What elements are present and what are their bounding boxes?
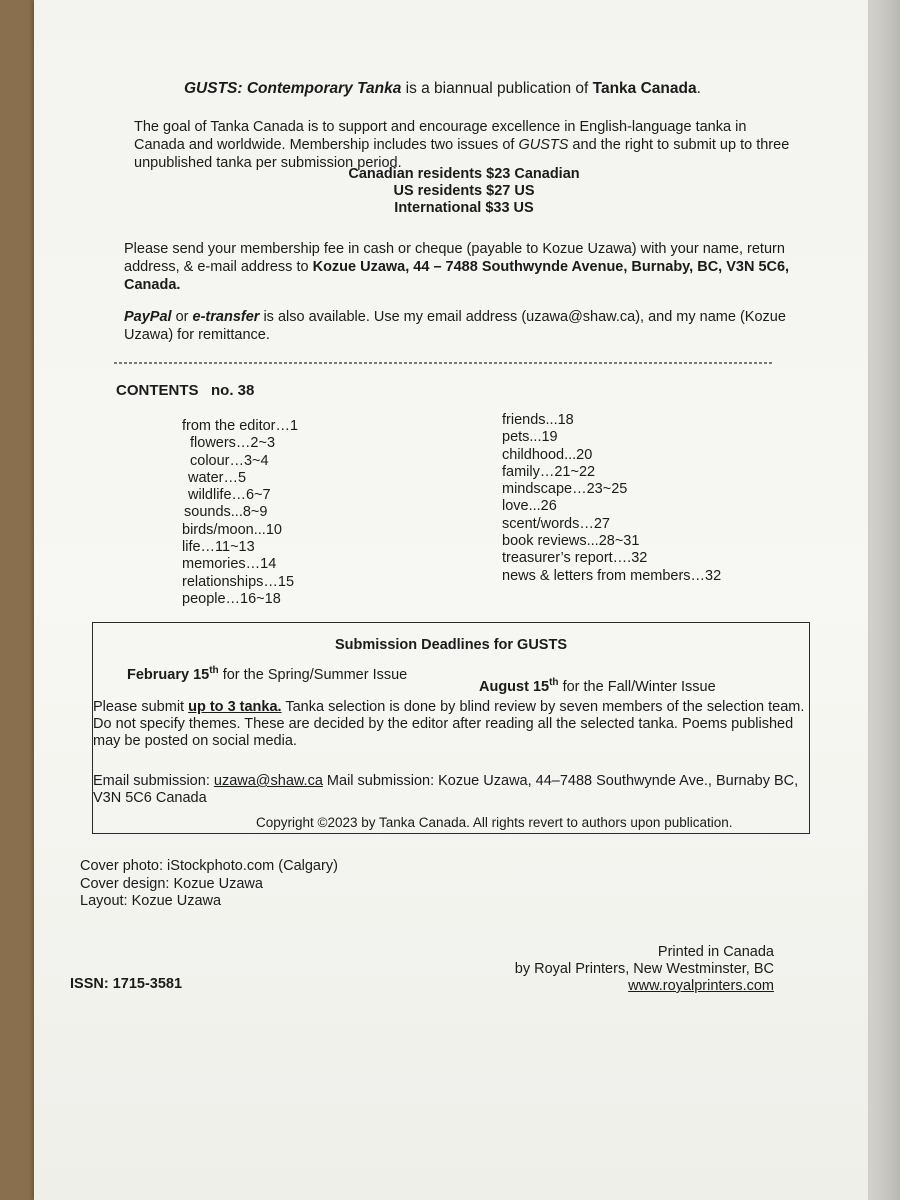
cover-photo-credit: Cover photo: iStockphoto.com (Calgary) xyxy=(80,858,338,874)
spring-deadline: February 15th for the Spring/Summer Issue xyxy=(127,665,408,683)
wavy-divider xyxy=(114,362,774,364)
contents-item: news & letters from members…32 xyxy=(502,567,722,584)
submission-email-link[interactable]: uzawa@shaw.ca xyxy=(213,773,323,789)
contents-item: friends...18 xyxy=(502,412,574,428)
document-page xyxy=(34,0,868,1200)
contents-heading: CONTENTS no. 38 xyxy=(116,382,255,399)
contents-item: people…16~18 xyxy=(182,590,281,607)
fall-deadline: August 15th for the Fall/Winter Issue xyxy=(479,677,716,695)
submission-deadlines-box xyxy=(92,622,810,834)
contents-item: scent/words…27 xyxy=(502,515,610,532)
production-credits xyxy=(80,858,338,911)
goal-paragraph: The goal of Tanka Canada is to support and encourage excellence in English-language tanka in Canada and worldwide. Membership includes two issues of GUSTS and the right to submit up to three unpublished tanka per submission period. xyxy=(134,119,790,171)
contents-item: birds/moon...10 xyxy=(182,521,282,538)
contents-item: from the editor…1 xyxy=(182,418,299,434)
contents-item: family…21~22 xyxy=(502,463,596,480)
cover-design-credit: Cover design: Kozue Uzawa xyxy=(80,875,263,892)
contents-item: water…5 xyxy=(188,469,247,486)
printed-in: Printed in Canada xyxy=(657,944,774,960)
contents-item: wildlife…6~7 xyxy=(188,487,271,504)
contents-item: mindscape…23~25 xyxy=(502,481,628,498)
contents-item: flowers…2~3 xyxy=(190,435,276,452)
contents-item: sounds...8~9 xyxy=(184,504,268,521)
submission-instructions: Please submit up to 3 tanka. Tanka selection is done by blind review by seven members of the selection team. Do not specify themes. These are decided by the editor after reading all the selected tanka. Poems published may be posted on social media. xyxy=(93,699,805,749)
deadlines-title: Submission Deadlines for GUSTS xyxy=(334,637,568,653)
membership-rates xyxy=(254,166,674,217)
printer-website-link[interactable]: www.royalprinters.com xyxy=(628,978,774,994)
contents-item: relationships…15 xyxy=(182,573,295,590)
contents-item: life…11~13 xyxy=(182,539,255,556)
rate-international: International $33 US xyxy=(394,200,534,216)
contents-item: pets...19 xyxy=(502,429,558,446)
rate-canadian: Canadian residents $23 Canadian xyxy=(348,166,580,182)
contents-item: treasurer’s report….32 xyxy=(502,550,648,567)
contents-right-column xyxy=(502,412,721,585)
payment-paragraph: PayPal or e-transfer is also available. Use my email address (uzawa@shaw.ca), and my name (Kozue Uzawa) for remittance. xyxy=(124,309,786,343)
contents-left-column xyxy=(182,418,298,608)
printer-info xyxy=(474,944,774,995)
issn-number: ISSN: 1715-3581 xyxy=(70,976,183,992)
rate-us: US residents $27 US xyxy=(393,183,535,199)
contents-item: memories…14 xyxy=(182,556,277,573)
contents-item: childhood...20 xyxy=(502,446,593,463)
publication-line: GUSTS: Contemporary Tanka is a biannual publication of Tanka Canada. xyxy=(184,80,701,97)
contents-item: colour…3~4 xyxy=(190,452,269,469)
contents-item: love...26 xyxy=(502,498,557,515)
contents-item: book reviews...28~31 xyxy=(502,533,640,550)
send-fee-paragraph: Please send your membership fee in cash or cheque (payable to Kozue Uzawa) with your name, return address, & e-mail address to Kozue Uzawa, 44 – 7488 Southwynde Avenue, Burnaby, BC, V3N 5C6, Canada. xyxy=(124,241,790,293)
layout-credit: Layout: Kozue Uzawa xyxy=(80,893,222,909)
submission-addresses: Email submission: uzawa@shaw.ca Mail submission: Kozue Uzawa, 44–7488 Southwynde Ave., Burnaby BC, V3N 5C6 Canada xyxy=(93,773,799,806)
printer-name: by Royal Printers, New Westminster, BC xyxy=(514,961,774,977)
copyright-notice: Copyright ©2023 by Tanka Canada. All rights revert to authors upon publication. xyxy=(256,815,733,830)
